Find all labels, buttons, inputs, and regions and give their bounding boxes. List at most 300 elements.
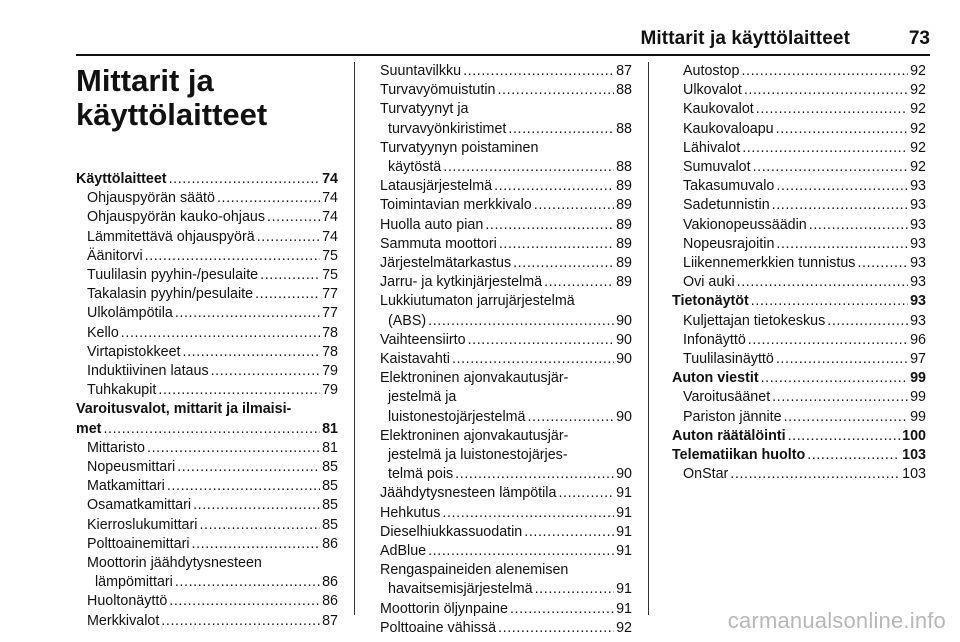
toc-entry[interactable] (76, 208, 338, 227)
toc-entry-text: Suuntavilkku (380, 63, 462, 79)
toc-page-number: 91 (616, 543, 632, 560)
toc-entry-text: Jäähdytysnesteen lämpötila (380, 485, 557, 502)
toc-entry-line (76, 189, 338, 208)
toc-entry[interactable] (380, 561, 632, 599)
toc-entry[interactable] (76, 247, 338, 266)
toc-entry-line (380, 484, 632, 503)
dot-leader (751, 292, 908, 311)
toc-entry-text: Lähivalot (683, 139, 741, 156)
toc-entry-text: Ohjauspyörän säätö (87, 190, 215, 207)
toc-entry-text: Pariston jännite (683, 408, 782, 425)
dot-leader (809, 216, 908, 235)
toc-entry-text: Järjestelmätarkastus (380, 255, 512, 272)
toc-entry[interactable] (380, 350, 632, 369)
toc-entry-text: Ulkolämpötila (87, 305, 173, 322)
toc-entry[interactable] (380, 427, 632, 485)
toc-page-number: 89 (616, 255, 632, 272)
toc-entry[interactable] (672, 350, 926, 369)
toc-entry-text: Kaukovaloapu (683, 120, 774, 137)
toc-entry[interactable] (76, 189, 338, 208)
dot-leader (452, 350, 614, 369)
toc-page-number: 78 (322, 343, 338, 360)
toc-entry-line (380, 408, 632, 427)
toc-entry-line (380, 619, 632, 638)
dot-leader (776, 177, 908, 196)
chapter-title (76, 64, 346, 132)
toc-entry[interactable] (76, 228, 338, 247)
toc-entry-line (76, 324, 338, 343)
toc-entry[interactable] (672, 408, 926, 427)
toc-page-number: 93 (910, 197, 926, 214)
toc-entry[interactable] (380, 62, 632, 81)
toc-entry-text: jestelmä ja luistonestojärjes- (388, 447, 568, 464)
toc-page-number: 92 (616, 619, 632, 636)
dot-leader (193, 496, 320, 515)
toc-page-number: 90 (616, 351, 632, 368)
toc-page-number: 93 (910, 255, 926, 272)
toc-entry-text: Äänitorvi (87, 247, 143, 264)
dot-leader (748, 331, 908, 350)
toc-entry-line (76, 535, 338, 554)
toc-page-number: 77 (322, 286, 338, 303)
toc-entry-line (672, 100, 926, 119)
toc-entry-text: Nopeusrajoitin (683, 235, 775, 252)
toc-entry-line (672, 292, 926, 311)
toc-entry[interactable] (76, 612, 338, 631)
toc-page-number: 81 (322, 420, 338, 437)
toc-entry-line (76, 420, 338, 439)
toc-entry-text: Hehkutus (380, 504, 441, 521)
toc-entry-text: Vaihteensiirto (380, 331, 466, 348)
toc-page-number: 93 (910, 274, 926, 291)
dot-leader (772, 388, 908, 407)
toc-entry-line (672, 81, 926, 100)
toc-page-number: 87 (322, 612, 338, 629)
toc-entry-text: Takalasin pyyhin/pesulaite (87, 286, 254, 303)
toc-entry[interactable] (672, 254, 926, 273)
toc-entry-line (380, 120, 632, 139)
dot-leader (175, 573, 320, 592)
dot-leader (217, 189, 320, 208)
toc-page-number: 86 (322, 593, 338, 610)
toc-entry-text: Sumuvalot (683, 159, 751, 176)
toc-entry-line (76, 266, 338, 285)
toc-entry[interactable] (672, 196, 926, 215)
page-header (0, 0, 960, 58)
toc-page-number: 92 (910, 139, 926, 156)
dot-leader (468, 331, 615, 350)
dot-leader (463, 62, 614, 81)
toc-page-number: 99 (910, 389, 926, 406)
running-title: Mittarit ja käyttölaitteet (640, 28, 850, 49)
toc-entry[interactable] (672, 465, 926, 484)
toc-page-number: 99 (910, 408, 926, 425)
dot-leader (807, 446, 900, 465)
toc-page-number: 92 (910, 63, 926, 79)
toc-page-number: 74 (322, 228, 338, 245)
toc-entry-line (380, 158, 632, 177)
toc-page-number: 92 (910, 120, 926, 137)
toc-entry[interactable] (672, 100, 926, 119)
dot-leader (527, 408, 614, 427)
toc-page-number: 103 (902, 447, 926, 464)
dot-leader (177, 458, 320, 477)
toc-page-number: 85 (322, 516, 338, 533)
toc-page-number: 85 (322, 478, 338, 495)
toc-entry[interactable] (76, 554, 338, 592)
toc-entry-line (76, 496, 338, 515)
dot-leader (498, 619, 614, 638)
toc-entry-text: Kaistavahti (380, 351, 450, 368)
toc-entry[interactable] (380, 504, 632, 523)
toc-entry[interactable] (76, 324, 338, 343)
toc-entry-text: Huolla auto pian (380, 216, 484, 233)
toc-entry-text: Liikennemerkkien tunnistus (683, 255, 856, 272)
toc-entry[interactable] (380, 369, 632, 427)
toc-entry-text: Turvavyömuistutin (380, 82, 496, 99)
toc-entry-text: Käyttölaitteet (76, 171, 167, 187)
toc-entry-text: Tietonäytöt (672, 293, 749, 310)
toc-page-number: 91 (616, 581, 632, 598)
dot-leader (784, 408, 909, 427)
dot-leader (730, 465, 900, 484)
toc-entry[interactable] (672, 216, 926, 235)
dot-leader (257, 228, 320, 247)
toc-entry-text: Osamatkamittari (87, 497, 192, 514)
toc-entry-text: Lukkiutumaton jarrujärjestelmä (380, 293, 575, 310)
toc-entry-text: Elektroninen ajonvakautusjär- (380, 370, 569, 387)
dot-leader (192, 535, 321, 554)
toc-entry[interactable] (76, 266, 338, 285)
toc-entry[interactable] (76, 516, 338, 535)
toc-page-number: 78 (322, 324, 338, 341)
toc-entry-line (380, 254, 632, 273)
toc-column-1 (76, 170, 338, 631)
toc-section-entry[interactable] (76, 400, 338, 438)
toc-page-number: 75 (322, 267, 338, 284)
toc-page-number: 96 (910, 331, 926, 348)
toc-entry[interactable] (76, 535, 338, 554)
toc-entry-line (76, 477, 338, 496)
toc-entry-line (672, 216, 926, 235)
dot-leader (167, 477, 320, 496)
toc-entry-line (380, 350, 632, 369)
dot-leader (788, 427, 901, 446)
toc-page-number: 81 (322, 439, 338, 456)
toc-entry-text: Tuulilasinäyttö (683, 351, 774, 368)
toc-entry[interactable] (672, 62, 926, 81)
chapter-title-line: käyttölaitteet (76, 97, 268, 132)
toc-entry-line (76, 247, 338, 266)
toc-entry[interactable] (672, 139, 926, 158)
toc-entry-text: Auton räätälöinti (672, 427, 786, 444)
toc-entry-line (76, 516, 338, 535)
toc-page-number: 89 (616, 197, 632, 214)
toc-entry-text: Toimintavian merkkivalo (380, 197, 532, 214)
toc-entry[interactable] (672, 273, 926, 292)
toc-entry-text: Kuljettajan tietokeskus (683, 312, 826, 329)
toc-entry-text: Sammuta moottori (380, 235, 497, 252)
toc-section-entry[interactable] (672, 446, 926, 465)
dot-leader (513, 254, 614, 273)
toc-entry-text: Turvatyynyn poistaminen (380, 139, 539, 156)
toc-entry-line (672, 235, 926, 254)
toc-entry-line (380, 504, 632, 523)
toc-entry-text: Kierroslukumittari (87, 516, 198, 533)
dot-leader (147, 439, 320, 458)
dot-leader (428, 542, 614, 561)
toc-entry-line (76, 439, 338, 458)
toc-entry-line (672, 465, 926, 484)
toc-entry[interactable] (672, 312, 926, 331)
toc-entry-line (672, 388, 926, 407)
toc-page-number: 79 (322, 382, 338, 399)
toc-page-number: 100 (902, 427, 926, 444)
toc-page-number: 75 (322, 247, 338, 264)
toc-entry[interactable] (380, 139, 632, 177)
toc-entry[interactable] (76, 381, 338, 400)
toc-entry-line (672, 62, 926, 81)
toc-entry-text: Telematiikan huolto (672, 447, 806, 464)
toc-entry-line (672, 369, 926, 388)
toc-entry-line (672, 331, 926, 350)
dot-leader (497, 81, 614, 100)
toc-page-number: 93 (910, 293, 926, 310)
dot-leader (508, 120, 614, 139)
toc-entry-text: Auton viestit (672, 370, 759, 387)
dot-leader (169, 170, 321, 189)
dot-leader (260, 266, 320, 285)
toc-entry[interactable] (380, 619, 632, 638)
toc-entry-text: Varoitusäänet (683, 389, 771, 406)
toc-entry-text: luistonestojärjestelmä (388, 408, 526, 425)
toc-section-entry[interactable] (672, 369, 926, 388)
toc-entry[interactable] (380, 216, 632, 235)
toc-entry-line (76, 208, 338, 227)
toc-entry-line (76, 170, 338, 189)
toc-entry[interactable] (380, 523, 632, 542)
toc-entry[interactable] (76, 496, 338, 515)
toc-entry-text: Varoitusvalot, mittarit ja ilmaisi- (76, 401, 292, 418)
toc-entry-line (380, 62, 632, 81)
toc-entry[interactable] (76, 343, 338, 362)
toc-entry-text: Tuulilasin pyyhin-/pesulaite (87, 267, 259, 284)
dot-leader (494, 177, 614, 196)
toc-page-number: 97 (910, 351, 926, 368)
toc-entry[interactable] (672, 177, 926, 196)
toc-entry-text: Autostop (683, 63, 740, 79)
toc-entry-text: Rengaspaineiden alenemisen (380, 562, 569, 579)
toc-entry-line (672, 120, 926, 139)
toc-entry[interactable] (380, 331, 632, 350)
toc-entry-text: Jarru- ja kytkinjärjestelmä (380, 274, 543, 291)
toc-page-number: 85 (322, 459, 338, 476)
toc-entry[interactable] (672, 388, 926, 407)
toc-entry-line (76, 343, 338, 362)
toc-entry-text: Dieselhiukkassuodatin (380, 523, 523, 540)
toc-page-number: 86 (322, 574, 338, 591)
toc-entry[interactable] (76, 477, 338, 496)
toc-entry-text: Kaukovalot (683, 101, 754, 118)
toc-entry-text: Nopeusmittari (87, 459, 176, 476)
toc-entry-line (380, 273, 632, 292)
toc-entry-line (380, 600, 632, 619)
toc-entry-text: OnStar (683, 466, 729, 483)
toc-entry[interactable] (380, 81, 632, 100)
toc-entry-text: Turvatyynyt ja (380, 101, 469, 118)
toc-entry-line (380, 580, 632, 599)
toc-entry-line (672, 273, 926, 292)
toc-entry-line (380, 81, 632, 100)
toc-entry-text: Elektroninen ajonvakautusjär- (380, 427, 569, 444)
dot-leader (442, 504, 614, 523)
dot-leader (772, 196, 908, 215)
dot-leader (744, 81, 908, 100)
toc-page-number: 90 (616, 466, 632, 483)
toc-entry-line (380, 465, 632, 484)
toc-entry-line (76, 304, 338, 323)
dot-leader (211, 362, 320, 381)
chapter-title-line: Mittarit ja (76, 63, 214, 98)
toc-entry-text: AdBlue (380, 543, 427, 560)
dot-leader (161, 612, 320, 631)
toc-entry-line (672, 408, 926, 427)
toc-entry-line (672, 254, 926, 273)
column-divider (648, 62, 649, 615)
toc-entry[interactable] (380, 542, 632, 561)
toc-entry-text: Polttoaine vähissä (380, 619, 497, 636)
toc-page-number: 91 (616, 504, 632, 521)
toc-page-number: 91 (616, 600, 632, 617)
toc-entry-line (380, 216, 632, 235)
toc-column-2 (380, 62, 632, 638)
dot-leader (103, 420, 320, 439)
toc-entry[interactable] (672, 331, 926, 350)
toc-entry[interactable] (76, 304, 338, 323)
toc-entry[interactable] (380, 177, 632, 196)
dot-leader (544, 273, 614, 292)
toc-entry-text: Infonäyttö (683, 331, 746, 348)
toc-entry-text: Takasumuvalo (683, 178, 775, 195)
dot-leader (455, 465, 614, 484)
toc-entry[interactable] (76, 439, 338, 458)
toc-page-number: 92 (910, 159, 926, 176)
toc-entry-line (76, 592, 338, 611)
toc-entry-line (672, 158, 926, 177)
toc-entry-text: Tuhkakupit (87, 382, 157, 399)
toc-entry[interactable] (76, 458, 338, 477)
dot-leader (169, 592, 320, 611)
toc-entry-text: jestelmä ja (388, 389, 457, 406)
toc-page-number: 88 (616, 120, 632, 137)
toc-entry-line (672, 427, 926, 446)
page-number: 73 (908, 28, 930, 49)
toc-entry-text: Latausjärjestelmä (380, 178, 493, 195)
toc-entry-line (380, 177, 632, 196)
toc-entry-text: Virtapistokkeet (87, 343, 181, 360)
toc-page-number: 91 (616, 485, 632, 502)
toc-section-entry[interactable] (672, 292, 926, 311)
toc-section-entry[interactable] (76, 170, 338, 189)
toc-entry-line (380, 523, 632, 542)
toc-page-number: 88 (616, 82, 632, 99)
dot-leader (535, 580, 614, 599)
toc-entry-line (380, 542, 632, 561)
toc-entry-text: turvavyönkiristimet (388, 120, 507, 137)
toc-page-number: 74 (322, 190, 338, 207)
toc-entry-text: Ohjauspyörän kauko-ohjaus (87, 209, 266, 226)
toc-entry[interactable] (76, 285, 338, 304)
toc-page-number: 90 (616, 331, 632, 348)
dot-leader (145, 247, 320, 266)
toc-entry-line (380, 235, 632, 254)
dot-leader (534, 196, 614, 215)
toc-entry-line (76, 228, 338, 247)
toc-entry-text: telmä pois (388, 466, 454, 483)
dot-leader (121, 324, 320, 343)
dot-leader (199, 516, 320, 535)
toc-entry[interactable] (76, 592, 338, 611)
toc-entry-line (672, 446, 926, 465)
toc-entry[interactable] (672, 158, 926, 177)
toc-entry[interactable] (380, 273, 632, 292)
dot-leader (776, 350, 908, 369)
toc-entry-line (76, 573, 338, 592)
toc-entry[interactable] (380, 196, 632, 215)
toc-page-number: 89 (616, 274, 632, 291)
toc-entry[interactable] (672, 81, 926, 100)
toc-page-number: 79 (322, 363, 338, 380)
toc-entry-line (76, 362, 338, 381)
toc-entry-line (76, 612, 338, 631)
toc-entry[interactable] (380, 600, 632, 619)
toc-entry-text: Kello (87, 324, 119, 341)
toc-entry[interactable] (76, 362, 338, 381)
toc-page-number: 99 (910, 370, 926, 387)
toc-entry[interactable] (672, 120, 926, 139)
dot-leader (510, 600, 614, 619)
dot-leader (485, 216, 614, 235)
dot-leader (443, 158, 614, 177)
toc-page-number: 92 (910, 82, 926, 99)
toc-page-number: 88 (616, 159, 632, 176)
toc-entry-text: Moottorin jäähdytysnesteen (87, 555, 262, 572)
toc-entry-line (76, 285, 338, 304)
toc-page-number: 86 (322, 535, 338, 552)
toc-page-number: 89 (616, 216, 632, 233)
toc-entry[interactable] (380, 292, 632, 330)
toc-entry[interactable] (672, 235, 926, 254)
dot-leader (183, 343, 321, 362)
header-rule (76, 54, 930, 56)
toc-entry[interactable] (380, 254, 632, 273)
dot-leader (776, 120, 908, 139)
toc-entry[interactable] (380, 235, 632, 254)
toc-entry-line (380, 196, 632, 215)
toc-entry-text: Vakionopeussäädin (683, 216, 807, 233)
dot-leader (827, 312, 908, 331)
toc-entry[interactable] (380, 100, 632, 138)
toc-entry-text: (ABS) (388, 312, 427, 329)
toc-entry-text: Moottorin öljynpaine (380, 600, 508, 617)
dot-leader (737, 273, 908, 292)
toc-entry[interactable] (380, 484, 632, 503)
toc-page-number: 77 (322, 305, 338, 322)
toc-entry-line (672, 139, 926, 158)
toc-section-entry[interactable] (672, 427, 926, 446)
dot-leader (558, 484, 614, 503)
dot-leader (753, 158, 909, 177)
